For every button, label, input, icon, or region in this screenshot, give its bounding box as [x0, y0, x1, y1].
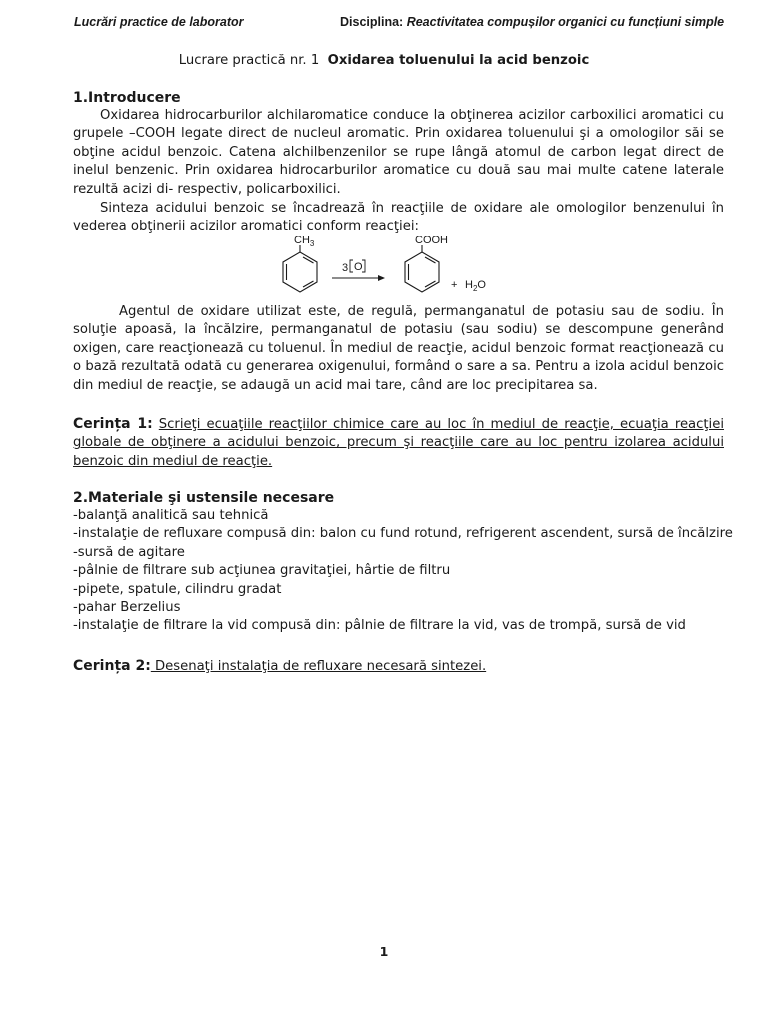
requirement-1-label: Cerința 1:	[73, 416, 153, 432]
carboxyl-group: COOH	[415, 236, 448, 246]
materials-list	[73, 507, 733, 636]
plus-sign: +	[451, 279, 458, 291]
reagent-coefficient: 3	[342, 262, 349, 274]
header-discipline-value: Reactivitatea compușilor organici cu funcțiuni simple	[406, 15, 725, 29]
requirement-2	[73, 657, 724, 676]
requirement-2-label: Cerința 2:	[73, 658, 151, 674]
page-number: 1	[379, 944, 389, 959]
reaction-scheme	[270, 236, 510, 302]
methyl-group: $CH_3$	[294, 236, 315, 248]
page-title	[0, 53, 768, 68]
header-right	[340, 15, 724, 29]
reaction-arrow	[332, 275, 385, 281]
requirement-1-text: Scrieţi ecuaţiile reacţiilor chimice care au loc în mediul de reacţie, ecuaţia reacţiei globale de obţinere a acidului benzoic, precum şi reacţiile care au loc pentru izolarea acidului benzoic din mediul de reacţie.	[73, 417, 725, 469]
header-left: Lucrări practice de laborator	[74, 15, 244, 29]
list-item: -pipete, spatule, cilindru gradat	[73, 581, 282, 597]
title-main: Oxidarea toluenului la acid benzoic	[327, 53, 590, 68]
intro-paragraph-2: Sinteza acidului benzoic se încadrează în reacţiile de oxidare ale omologilor benzenului în vederea obţinerii acizilor aromatici conform reacţiei:	[73, 201, 724, 235]
materials-heading: 2.Materiale şi ustensile necesare	[73, 490, 335, 506]
header-discipline-label: Disciplina:	[340, 15, 404, 29]
intro-paragraph-3: Agentul de oxidare utilizat este, de regulă, permanganatul de potasiu sau de sodiu. În soluţie apoasă, la încălzire, permanganatul de potasiu (sau sodiu) se descompune generând oxigen, care reacţionează cu toluenul. În mediul de reacţie, acidul benzoic format reacţionează cu o bază rezultată odată cu generarea oxigenului, formând o sare a sa. Pentru a izola acidul benzoic din mediul de reacţie, se adaugă un acid mai tare, când are loc precipitarea sa.	[73, 304, 724, 393]
list-item: -instalaţie de filtrare la vid compusă din: pâlnie de filtrare la vid, vas de trompă, sursă de vid	[73, 618, 686, 634]
list-item: -sursă de agitare	[73, 544, 185, 560]
intro-heading: 1.Introducere	[73, 90, 181, 106]
water-molecule: $H_2O$	[465, 279, 486, 293]
list-item: -pâlnie de filtrare sub acţiunea gravitaţiei, hârtie de filtru	[73, 563, 451, 579]
reagent-bracket-left	[350, 260, 353, 272]
intro-paragraph-1: Oxidarea hidrocarburilor alchilaromatice conduce la obţinerea acizilor carboxilici aromatici cu grupele –COOH legate direct de nucleul aromatic. Prin oxidarea toluenului şi a omologilor săi se obţine acidul benzoic. Catena alchilbenzenilor se rupe lângă atomul de carbon legat direct de inelul benzenic. Prin oxidarea hidrocarburilor aromatice cu două sau mai multe catene laterale rezultă acizi di- respectiv, policarboxilici.	[73, 108, 724, 197]
list-item: -instalaţie de refluxare compusă din: balon cu fund rotund, refrigerent ascendent, sursă de încălzire	[73, 526, 733, 542]
list-item: -pahar Berzelius	[73, 600, 181, 616]
benzoic-acid-ring	[405, 245, 439, 292]
list-item: -balanţă analitică sau tehnică	[73, 508, 269, 523]
title-prefix: Lucrare practică nr. 1	[178, 53, 320, 68]
reagent-oxygen: O	[354, 261, 363, 273]
toluene-ring	[283, 245, 317, 292]
requirement-1	[73, 415, 724, 471]
requirement-2-text: Desenaţi instalaţia de refluxare necesară sintezei.	[150, 659, 487, 674]
